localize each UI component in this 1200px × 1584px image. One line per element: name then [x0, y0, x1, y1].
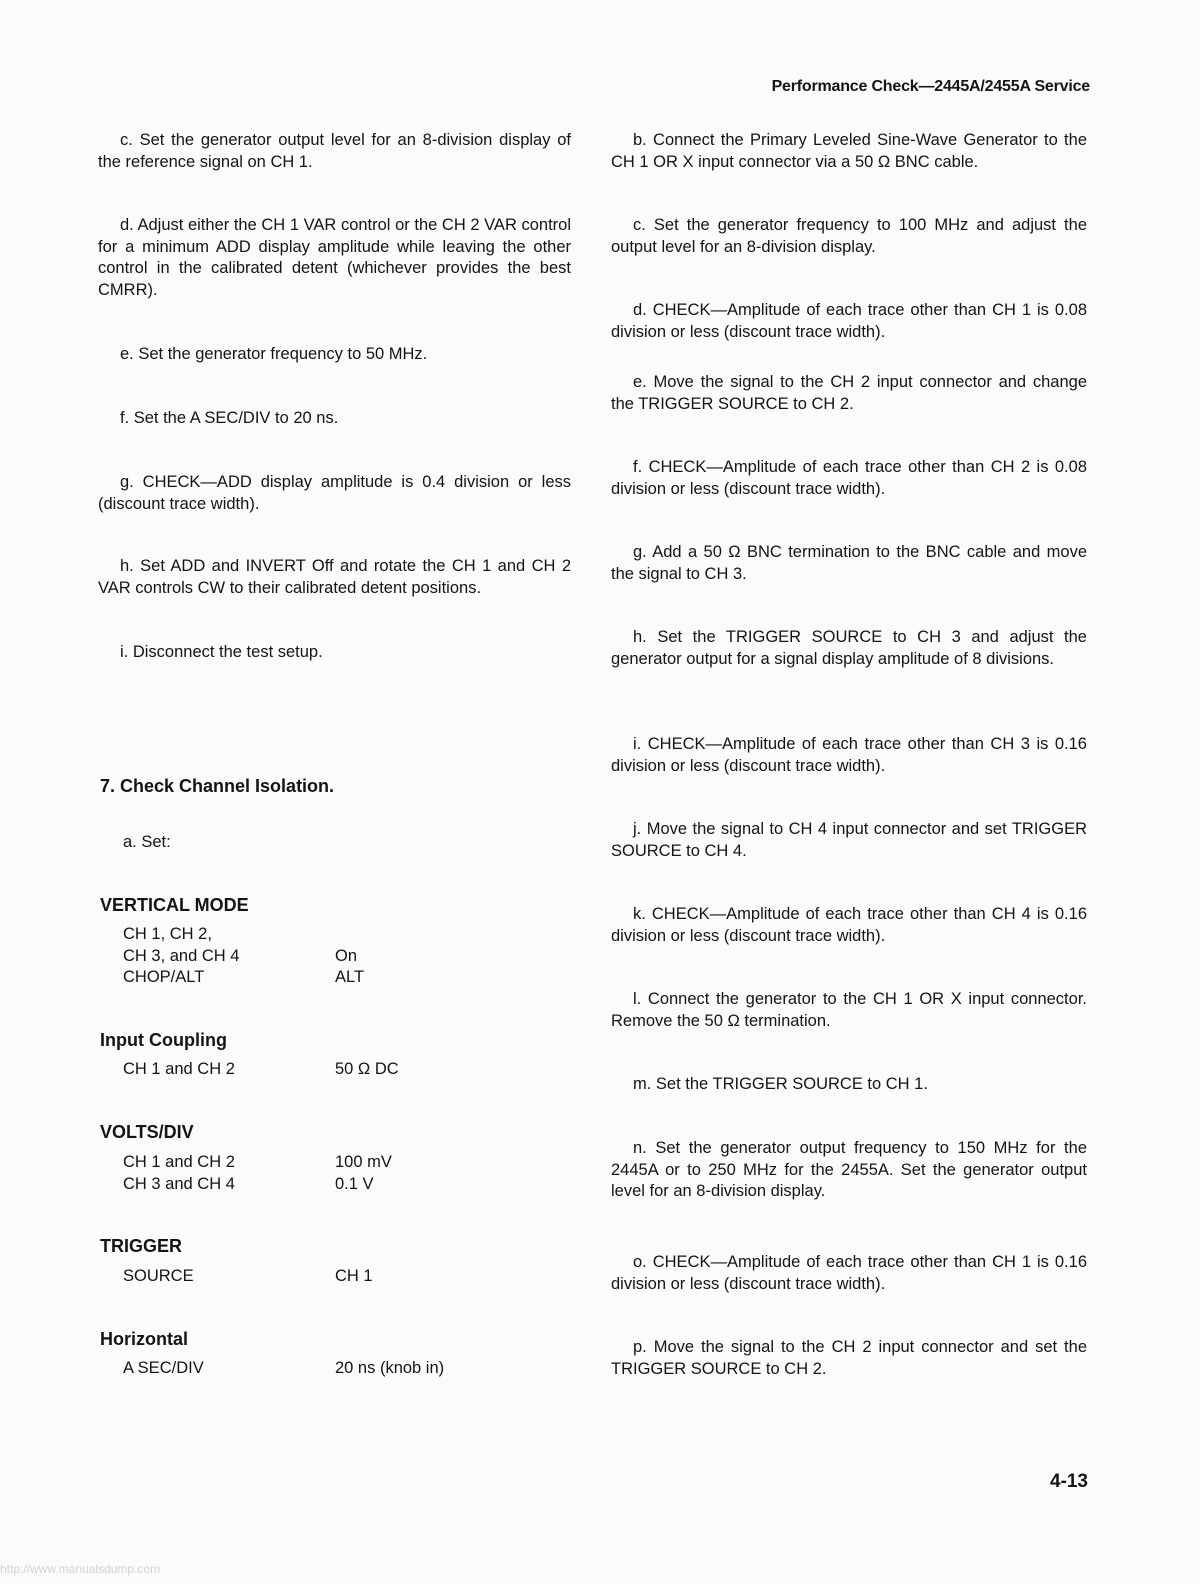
settings-heading-trigger: TRIGGER	[100, 1236, 183, 1256]
settings-heading-horizontal: Horizontal	[100, 1329, 188, 1349]
paragraph-left-h: h. Set ADD and INVERT Off and rotate the CH 1 and CH 2 VAR controls CW to their calibrated detent positions.	[98, 557, 571, 597]
settings-values-trigger: CH 1	[335, 1267, 373, 1285]
paragraph-right-j: j. Move the signal to CH 4 input connector and set TRIGGER SOURCE to CH 4.	[611, 820, 1087, 860]
paragraph-left-d: d. Adjust either the CH 1 VAR control or the CH 2 VAR control for a minimum ADD display amplitude while leaving the other control in the calibrated detent (whichever provides the best CMRR).	[98, 216, 571, 299]
paragraph-right-g: g. Add a 50 Ω BNC termination to the BNC cable and move the signal to CH 3.	[611, 543, 1087, 583]
paragraph-left-e: e. Set the generator frequency to 50 MHz.	[120, 345, 428, 363]
paragraph-right-l: l. Connect the generator to the CH 1 OR X input connector. Remove the 50 Ω termination.	[611, 990, 1087, 1030]
paragraph-right-o: o. CHECK—Amplitude of each trace other than CH 1 is 0.16 division or less (discount trace width).	[611, 1253, 1087, 1293]
settings-labels-vertical-mode: CH 1, CH 2, CH 3, and CH 4 CHOP/ALT	[123, 925, 240, 986]
paragraph-left-g: g. CHECK—ADD display amplitude is 0.4 division or less (discount trace width).	[98, 473, 571, 513]
paragraph-right-e: e. Move the signal to the CH 2 input connector and change the TRIGGER SOURCE to CH 2.	[611, 373, 1087, 413]
step-a-label: a. Set:	[123, 833, 171, 851]
settings-heading-vertical-mode: VERTICAL MODE	[100, 895, 249, 915]
settings-labels-horizontal: A SEC/DIV	[123, 1359, 204, 1377]
paragraph-right-f: f. CHECK—Amplitude of each trace other than CH 2 is 0.08 division or less (discount trace width).	[611, 458, 1087, 498]
settings-values-input-coupling: 50 Ω DC	[335, 1060, 399, 1078]
paragraph-left-i: i. Disconnect the test setup.	[120, 643, 323, 661]
running-header: Performance Check—2445A/2455A Service	[771, 78, 1090, 95]
paragraph-left-c: c. Set the generator output level for an 8-division display of the reference signal on CH 1.	[98, 131, 571, 171]
settings-values-vertical-mode: On ALT	[335, 946, 365, 986]
paragraph-right-d: d. CHECK—Amplitude of each trace other than CH 1 is 0.08 division or less (discount trace width).	[611, 301, 1087, 341]
paragraph-right-p: p. Move the signal to the CH 2 input connector and set the TRIGGER SOURCE to CH 2.	[611, 1338, 1087, 1378]
settings-labels-volts-div: CH 1 and CH 2 CH 3 and CH 4	[123, 1153, 235, 1193]
paragraph-right-h: h. Set the TRIGGER SOURCE to CH 3 and adjust the generator output for a signal display amplitude of 8 divisions.	[611, 628, 1087, 668]
paragraph-right-m: m. Set the TRIGGER SOURCE to CH 1.	[633, 1075, 928, 1093]
section-title: 7. Check Channel Isolation.	[100, 776, 335, 796]
paragraph-right-k: k. CHECK—Amplitude of each trace other than CH 4 is 0.16 division or less (discount trace width).	[611, 905, 1087, 945]
settings-labels-input-coupling: CH 1 and CH 2	[123, 1060, 235, 1078]
paragraph-right-n: n. Set the generator output frequency to 150 MHz for the 2445A or to 250 MHz for the 2455A. Set the generator output level for an 8-division display.	[611, 1139, 1087, 1200]
settings-values-horizontal: 20 ns (knob in)	[335, 1359, 445, 1377]
paragraph-right-c: c. Set the generator frequency to 100 MHz and adjust the output level for an 8-division display.	[611, 216, 1087, 256]
settings-labels-trigger: SOURCE	[123, 1267, 194, 1285]
paragraph-right-i: i. CHECK—Amplitude of each trace other than CH 3 is 0.16 division or less (discount trace width).	[611, 735, 1087, 775]
settings-heading-volts-div: VOLTS/DIV	[100, 1122, 194, 1142]
settings-values-volts-div: 100 mV 0.1 V	[335, 1153, 392, 1193]
paragraph-right-b: b. Connect the Primary Leveled Sine-Wave Generator to the CH 1 OR X input connector via a 50 Ω BNC cable.	[611, 131, 1087, 171]
page-number: 4-13	[1049, 1471, 1088, 1492]
footer-url: http://www.manualsdump.com	[0, 1562, 161, 1576]
paragraph-left-f: f. Set the A SEC/DIV to 20 ns.	[120, 409, 339, 427]
settings-heading-input-coupling: Input Coupling	[100, 1030, 227, 1050]
